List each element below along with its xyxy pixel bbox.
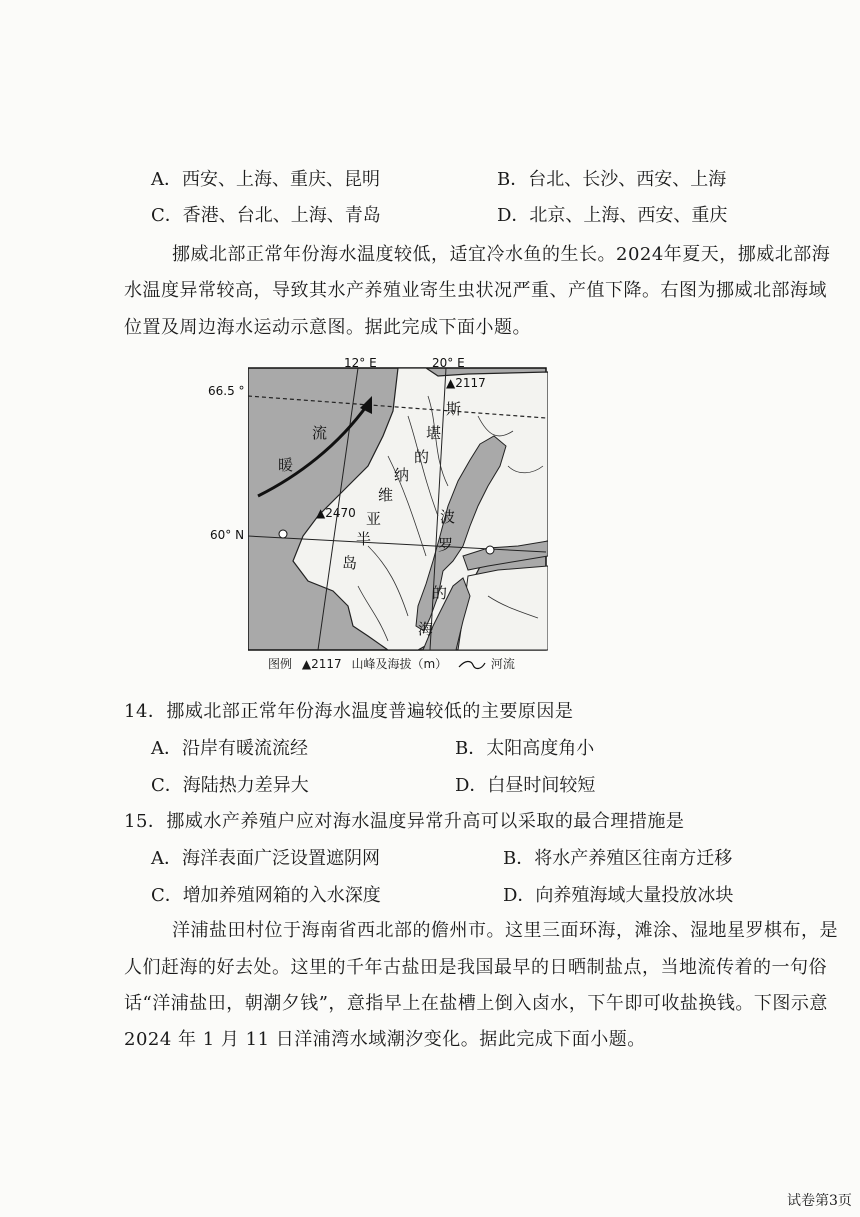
sea-char-3: 的	[432, 584, 448, 602]
legend-peak-text: 山峰及海拔（m）	[351, 657, 448, 671]
peak-north-label: ▲2117	[446, 376, 486, 390]
passage2-line-1: 洋浦盐田村位于海南省西北部的儋州市。这里三面环海，滩涂、湿地星罗棋布，是	[172, 920, 838, 941]
lat-label-66: 66.5 °	[208, 384, 245, 398]
lon-label-20e: 20° E	[432, 356, 465, 370]
sea-char-4: 海	[418, 620, 434, 638]
city-marker-east	[486, 546, 494, 554]
peninsula-char-1: 斯	[446, 400, 462, 418]
map-legend	[268, 655, 515, 672]
legend-prefix: 图例	[268, 657, 293, 671]
q13-option-b: B．台北、长沙、西安、上海	[497, 169, 727, 190]
page-footer: 试卷第3页	[787, 1193, 852, 1209]
legend-peak-symbol: ▲2117	[301, 657, 342, 671]
passage2-line-3: 话“洋浦盐田，朝潮夕钱”，意指早上在盐槽上倒入卤水，下午即可收盐换钱。下图示意	[124, 993, 828, 1014]
peninsula-char-6: 亚	[366, 510, 382, 528]
q15-option-a: A．海洋表面广泛设置遮阴网	[151, 848, 380, 869]
q14-option-b: B．太阳高度角小	[455, 738, 595, 759]
peninsula-char-3: 的	[414, 448, 430, 466]
passage2-line-2: 人们赶海的好去处。这里的千年古盐田是我国最早的日晒制盐点，当地流传着的一句俗	[124, 957, 827, 978]
passage1-line-1: 挪威北部正常年份海水温度较低，适宜冷水鱼的生长。2024年夏天，挪威北部海	[172, 244, 831, 265]
baltic-land	[458, 566, 548, 650]
q14-option-c: C．海陆热力差异大	[151, 775, 309, 796]
q13-option-a: A．西安、上海、重庆、昆明	[151, 169, 380, 190]
lon-label-12e: 12° E	[344, 356, 377, 370]
peak-south-label: ▲2470	[316, 506, 356, 520]
peninsula-char-2: 堪	[426, 424, 442, 442]
legend-river-icon	[457, 660, 487, 670]
passage1-line-3: 位置及周边海水运动示意图。据此完成下面小题。	[124, 317, 531, 338]
passage2-line-4: 2024 年 1 月 11 日洋浦湾水域潮汐变化。据此完成下面小题。	[124, 1029, 646, 1050]
current-label-flow: 流	[312, 424, 328, 442]
q15-option-c: C．增加养殖网箱的入水深度	[151, 885, 381, 906]
q14-option-a: A．沿岸有暖流流经	[151, 738, 308, 759]
passage1-line-2: 水温度异常较高，导致其水产养殖业寄生虫状况严重、产值下降。右图为挪威北部海域	[124, 280, 827, 301]
sea-char-2: 罗	[438, 536, 454, 554]
q15-option-b: B．将水产养殖区往南方迁移	[503, 848, 733, 869]
q14-option-d: D．白昼时间较短	[455, 775, 596, 796]
q13-option-d: D．北京、上海、西安、重庆	[497, 205, 728, 226]
q14-stem: 14．挪威北部正常年份海水温度普遍较低的主要原因是	[124, 701, 574, 722]
q13-option-c: C．香港、台北、上海、青岛	[151, 205, 381, 226]
sea-char-1: 波	[440, 508, 456, 526]
map-graphic	[248, 356, 548, 652]
city-marker-west	[279, 530, 287, 538]
lat-label-60: 60° N	[210, 528, 245, 542]
current-label-warm: 暖	[278, 456, 294, 474]
q15-stem: 15．挪威水产养殖户应对海水温度异常升高可以采取的最合理措施是	[124, 811, 685, 832]
peninsula-char-4: 纳	[394, 466, 410, 484]
peninsula-char-7: 半	[356, 530, 372, 548]
norway-map	[208, 356, 548, 652]
peninsula-char-8: 岛	[342, 554, 358, 572]
peninsula-char-5: 维	[378, 486, 394, 504]
q15-option-d: D．向养殖海域大量投放冰块	[503, 885, 734, 906]
legend-river-text: 河流	[490, 657, 515, 671]
